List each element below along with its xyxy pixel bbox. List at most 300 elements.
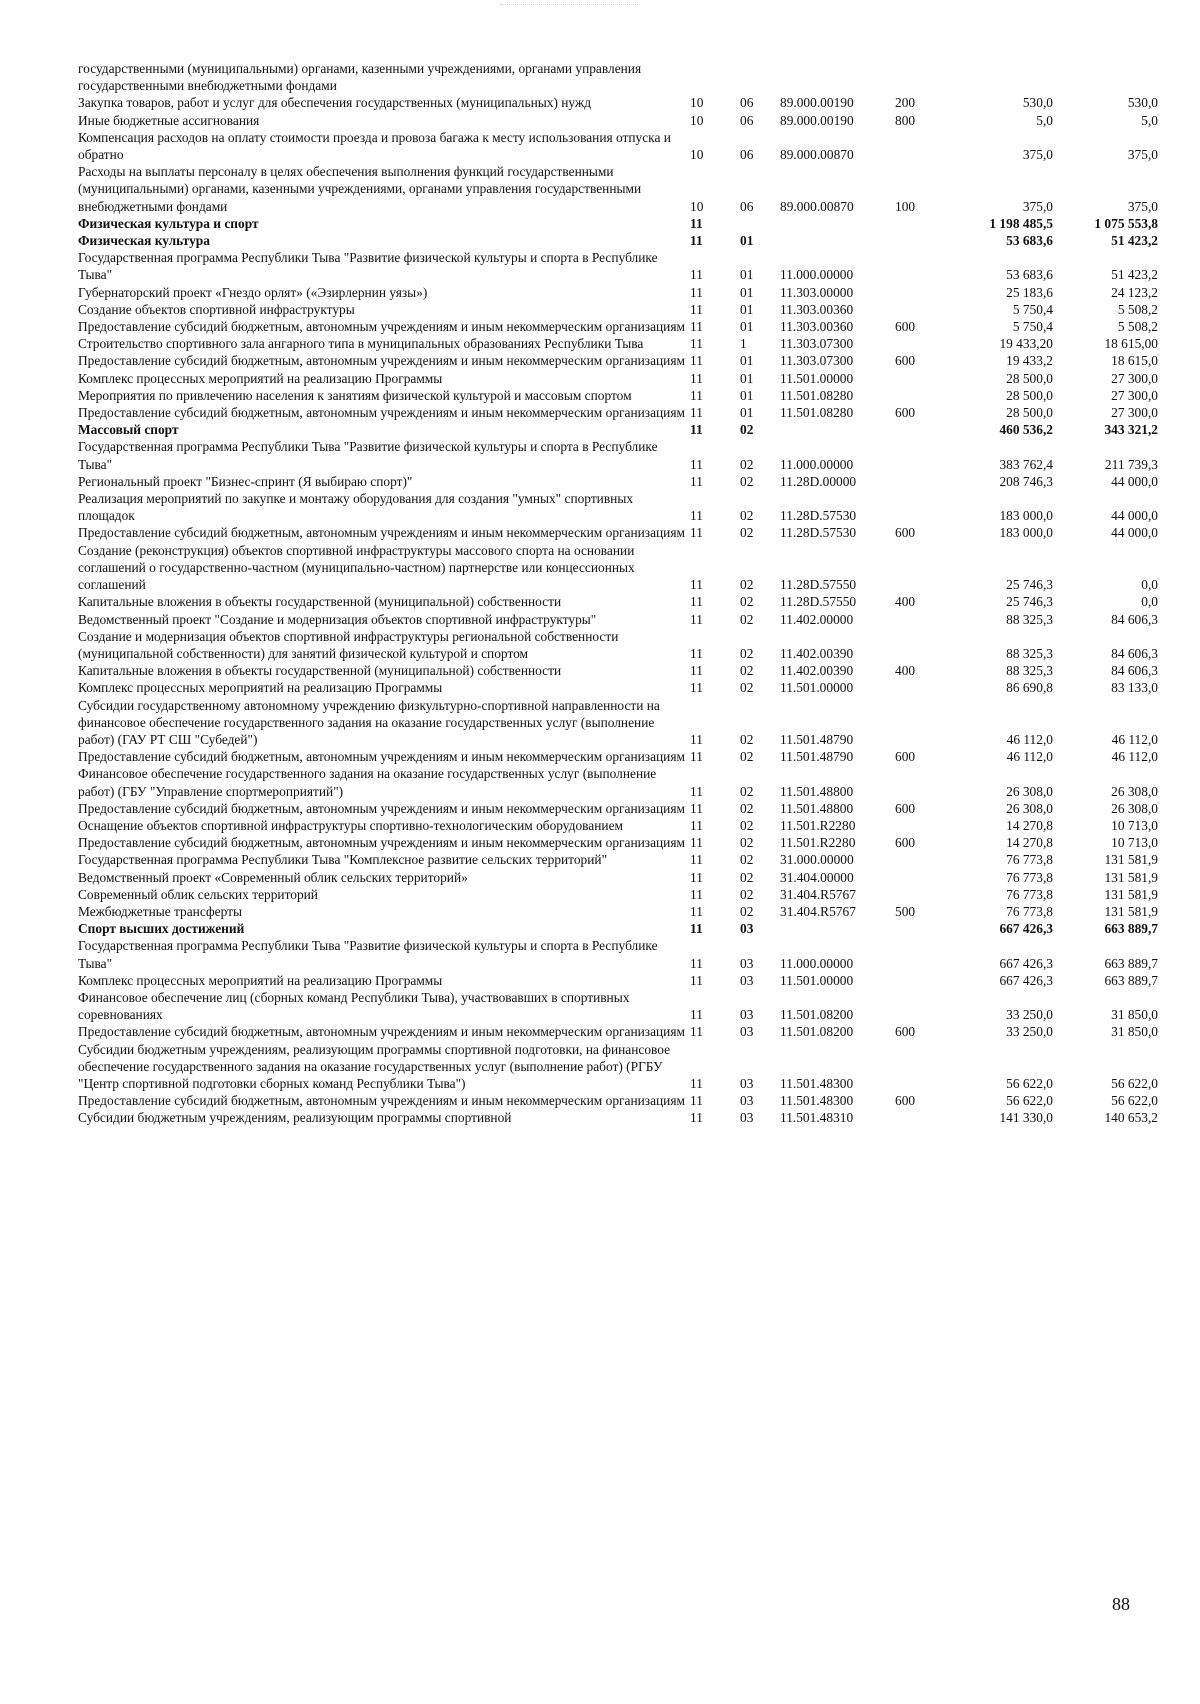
expense-type-cell: [895, 370, 953, 387]
section-code-cell: 10: [690, 112, 704, 128]
amount-year1-cell: 183 000,0: [999, 525, 1053, 541]
table-row: [78, 765, 1158, 799]
row-name-cell: Современный облик сельских территорий: [78, 886, 318, 902]
subsection-code-cell: 02: [740, 800, 754, 816]
amount-year2-cell: 1 075 553,8: [1094, 215, 1158, 231]
row-name-cell: Создание и модернизация объектов спортивной инфраструктуры региональной собственности (муниципальной собственности) для занятий физической культурой и спортом: [78, 628, 619, 661]
table-row: [78, 524, 1158, 541]
amount-year2-cell: 44 000,0: [1111, 525, 1158, 541]
subsection-code-cell: 03: [740, 1110, 754, 1126]
expense-type-cell: [895, 1041, 953, 1093]
amount-year1-cell: 667 426,3: [999, 972, 1053, 988]
amount-year1-cell: 375,0: [1022, 198, 1053, 214]
expense-type-cell: [895, 851, 953, 868]
expense-type-cell: [895, 215, 953, 232]
section-code-cell: 11: [690, 731, 703, 747]
row-name-cell: Предоставление субсидий бюджетным, автономным учреждениям и иным некоммерческим организациям: [78, 353, 685, 369]
row-name-cell: Государственная программа Республики Тыва "Развитие физической культуры и спорта в Республике Тыва": [78, 938, 658, 971]
row-name-cell: Создание объектов спортивной инфраструктуры: [78, 301, 355, 317]
subsection-code-cell: 02: [740, 835, 754, 851]
table-row: [78, 112, 1158, 129]
expense-type-cell: 600: [895, 353, 916, 369]
table-row: [78, 387, 1158, 404]
table-row: [78, 972, 1158, 989]
target-article-cell: 31.404.00000: [780, 869, 854, 885]
row-name-cell: Предоставление субсидий бюджетным, автономным учреждениям и иным некоммерческим организациям: [78, 749, 685, 765]
section-code-cell: 11: [690, 508, 703, 524]
expense-type-cell: [895, 387, 953, 404]
table-row: [78, 920, 1158, 937]
row-name-cell: Иные бюджетные ассигнования: [78, 112, 260, 128]
target-article-cell: 11.28D.57530: [780, 508, 857, 524]
expense-type-cell: [895, 284, 953, 301]
target-article-cell: 11.501.R2280: [780, 835, 856, 851]
section-code-cell: 11: [690, 835, 703, 851]
amount-year1-cell: 5,0: [1036, 112, 1053, 128]
target-article-cell: 11.501.48800: [780, 800, 854, 816]
subsection-code-cell: 06: [740, 198, 754, 214]
expense-type-cell: [895, 60, 953, 94]
table-row: [78, 1092, 1158, 1109]
table-row: [78, 937, 1158, 971]
expense-type-cell: [895, 490, 953, 524]
row-name-cell: Субсидии государственному автономному учреждению физкультурно-спортивной направленности на финансовое обеспечение государственного задания на оказание государственных услуг (выполнение работ) (ГАУ РТ СШ "Субедей"): [78, 697, 660, 747]
expense-type-cell: [895, 335, 953, 352]
amount-year2-cell: 56 622,0: [1111, 1075, 1158, 1091]
amount-year2-cell: 5 508,2: [1117, 319, 1158, 335]
table-row: [78, 834, 1158, 851]
target-article-cell: 11.402.00390: [780, 663, 854, 679]
table-row: [78, 404, 1158, 421]
subsection-code-cell: 03: [740, 1093, 754, 1109]
amount-year2-cell: 83 133,0: [1111, 680, 1158, 696]
amount-year1-cell: 88 325,3: [1006, 645, 1053, 661]
table-row: [78, 886, 1158, 903]
amount-year2-cell: 56 622,0: [1111, 1093, 1158, 1109]
row-name-cell: Ведомственный проект «Современный облик сельских территорий»: [78, 869, 468, 885]
subsection-code-cell: 02: [740, 456, 754, 472]
target-article-cell: 11.303.00360: [780, 319, 854, 335]
section-code-cell: 11: [690, 422, 703, 438]
expense-type-cell: [895, 989, 953, 1023]
table-row: [78, 94, 1158, 111]
subsection-code-cell: 02: [740, 577, 754, 593]
expense-type-cell: [895, 438, 953, 472]
amount-year1-cell: 1 198 485,5: [989, 215, 1053, 231]
expense-type-cell: [895, 542, 953, 594]
target-article-cell: 11.303.00000: [780, 284, 854, 300]
section-code-cell: 11: [690, 473, 703, 489]
subsection-code-cell: 01: [740, 405, 754, 421]
row-name-cell: Губернаторский проект «Гнездо орлят» («Эзирлернин уязы»): [78, 284, 428, 300]
subsection-code-cell: 01: [740, 370, 754, 386]
amount-year1-cell: 383 762,4: [999, 456, 1053, 472]
amount-year1-cell: 88 325,3: [1006, 611, 1053, 627]
amount-year1-cell: 28 500,0: [1006, 387, 1053, 403]
target-article-cell: 11.501.08280: [780, 387, 854, 403]
table-row: [78, 438, 1158, 472]
target-article-cell: 11.402.00390: [780, 645, 854, 661]
amount-year2-cell: 0,0: [1141, 594, 1158, 610]
subsection-code-cell: 02: [740, 680, 754, 696]
row-name-cell: Комплекс процессных мероприятий на реализацию Программы: [78, 680, 443, 696]
expense-type-cell: 600: [895, 800, 916, 816]
table-row: [78, 301, 1158, 318]
section-code-cell: 11: [690, 955, 703, 971]
target-article-cell: 11.000.00000: [780, 267, 854, 283]
expense-type-cell: [895, 628, 953, 662]
expense-type-cell: 600: [895, 835, 916, 851]
row-name-cell: государственными (муниципальными) органами, казенными учреждениями, органами управления государственными внебюджетными фондами: [78, 61, 642, 94]
subsection-code-cell: 02: [740, 473, 754, 489]
section-code-cell: 10: [690, 147, 704, 163]
table-row: [78, 903, 1158, 920]
section-code-cell: 11: [690, 886, 703, 902]
amount-year2-cell: 44 000,0: [1111, 508, 1158, 524]
section-code-cell: 11: [690, 783, 703, 799]
amount-year2-cell: 31 850,0: [1111, 1024, 1158, 1040]
subsection-code-cell: 03: [740, 955, 754, 971]
section-code-cell: 11: [690, 869, 703, 885]
amount-year1-cell: 26 308,0: [1006, 783, 1053, 799]
table-row: [78, 679, 1158, 696]
target-article-cell: [780, 421, 895, 438]
subsection-code-cell: 02: [740, 852, 754, 868]
table-row: [78, 611, 1158, 628]
row-name-cell: Спорт высших достижений: [78, 921, 245, 937]
row-name-cell: Субсидии бюджетным учреждениям, реализующим программы спортивной подготовки, на финансовое обеспечение государственного задания на оказание государственных услуг (выполнение работ) (РГБУ "Центр спортивной подготовки сборных команд Республики Тыва"): [78, 1041, 671, 1091]
table-row: [78, 628, 1158, 662]
section-code-cell: 11: [690, 319, 703, 335]
target-article-cell: 11.000.00000: [780, 456, 854, 472]
amount-year1-cell: 56 622,0: [1006, 1075, 1053, 1091]
amount-year1-cell: 53 683,6: [1006, 233, 1053, 249]
row-name-cell: Строительство спортивного зала ангарного типа в муниципальных образованиях Республики Тыва: [78, 336, 644, 352]
amount-year2-cell: 663 889,7: [1104, 921, 1158, 937]
subsection-code-cell: 02: [740, 817, 754, 833]
subsection-code-cell: 02: [740, 611, 754, 627]
table-row: [78, 421, 1158, 438]
target-article-cell: 11.501.48300: [780, 1075, 854, 1091]
amount-year1-cell: 183 000,0: [999, 508, 1053, 524]
amount-year1-cell: 33 250,0: [1006, 1024, 1053, 1040]
subsection-code-cell: 02: [740, 869, 754, 885]
amount-year2-cell: 84 606,3: [1111, 645, 1158, 661]
table-row: [78, 800, 1158, 817]
target-article-cell: 11.501.08200: [780, 1007, 854, 1023]
amount-year2-cell: 211 739,3: [1104, 456, 1158, 472]
row-name-cell: Капитальные вложения в объекты государственной (муниципальной) собственности: [78, 663, 562, 679]
target-article-cell: 31.404.R5767: [780, 886, 856, 902]
amount-year1-cell: 76 773,8: [1006, 886, 1053, 902]
row-name-cell: Государственная программа Республики Тыва "Комплексное развитие сельских территорий": [78, 852, 608, 868]
budget-table: [78, 60, 1158, 1127]
target-article-cell: 11.501.48300: [780, 1093, 854, 1109]
table-row: [78, 335, 1158, 352]
section-code-cell: 11: [690, 233, 703, 249]
table-row: [78, 249, 1158, 283]
subsection-code-cell: 01: [740, 267, 754, 283]
subsection-code-cell: 02: [740, 645, 754, 661]
amount-year1-cell: 667 426,3: [999, 921, 1053, 937]
amount-year1-cell: 46 112,0: [1006, 731, 1053, 747]
amount-year2-cell: 375,0: [1127, 198, 1158, 214]
amount-year2-cell: 5,0: [1141, 112, 1158, 128]
amount-year1-cell: 25 183,6: [1006, 284, 1053, 300]
amount-year2-cell: 131 581,9: [1104, 869, 1158, 885]
row-name-cell: Физическая культура: [78, 233, 210, 249]
amount-year2-cell: 10 713,0: [1111, 835, 1158, 851]
subsection-code-cell: 02: [740, 749, 754, 765]
section-code-cell: 11: [690, 1093, 703, 1109]
amount-year2-cell: [1053, 60, 1158, 94]
expense-type-cell: 600: [895, 319, 916, 335]
amount-year2-cell: 530,0: [1127, 95, 1158, 111]
amount-year2-cell: 84 606,3: [1111, 663, 1158, 679]
expense-type-cell: [895, 1109, 953, 1126]
amount-year1-cell: 56 622,0: [1006, 1093, 1053, 1109]
table-row: [78, 318, 1158, 335]
row-name-cell: Государственная программа Республики Тыва "Развитие физической культуры и спорта в Республике Тыва": [78, 439, 658, 472]
amount-year2-cell: 10 713,0: [1111, 817, 1158, 833]
amount-year2-cell: 46 112,0: [1111, 749, 1158, 765]
expense-type-cell: [895, 232, 953, 249]
amount-year1-cell: 53 683,6: [1006, 267, 1053, 283]
row-name-cell: Ведомственный проект "Создание и модернизация объектов спортивной инфраструктуры": [78, 611, 597, 627]
section-code-cell: 11: [690, 301, 703, 317]
amount-year1-cell: 46 112,0: [1006, 749, 1053, 765]
row-name-cell: Капитальные вложения в объекты государственной (муниципальной) собственности: [78, 594, 562, 610]
amount-year1-cell: 19 433,20: [999, 336, 1053, 352]
subsection-code-cell: 1: [740, 336, 747, 352]
subsection-code-cell: 02: [740, 903, 754, 919]
subsection-code-cell: 03: [740, 972, 754, 988]
table-row: [78, 473, 1158, 490]
expense-type-cell: [895, 765, 953, 799]
expense-type-cell: 600: [895, 1024, 916, 1040]
section-code-cell: 11: [690, 577, 703, 593]
amount-year2-cell: 51 423,2: [1111, 267, 1158, 283]
target-article-cell: 11.000.00000: [780, 955, 854, 971]
row-name-cell: Закупка товаров, работ и услуг для обеспечения государственных (муниципальных) нужд: [78, 95, 592, 111]
target-article-cell: 11.501.00000: [780, 972, 854, 988]
subsection-code-cell: 02: [740, 508, 754, 524]
row-name-cell: Межбюджетные трансферты: [78, 903, 242, 919]
amount-year2-cell: 5 508,2: [1117, 301, 1158, 317]
amount-year1-cell: 88 325,3: [1006, 663, 1053, 679]
section-code-cell: 11: [690, 817, 703, 833]
row-name-cell: Реализация мероприятий по закупке и монтажу оборудования для создания "умных" спортивных площадок: [78, 491, 634, 524]
target-article-cell: 11.303.07300: [780, 336, 854, 352]
target-article-cell: 11.501.08280: [780, 405, 854, 421]
expense-type-cell: [895, 869, 953, 886]
section-code-cell: 11: [690, 215, 703, 231]
section-code-cell: 11: [690, 611, 703, 627]
amount-year1-cell: 28 500,0: [1006, 405, 1053, 421]
amount-year2-cell: 27 300,0: [1111, 387, 1158, 403]
amount-year1-cell: 14 270,8: [1006, 817, 1053, 833]
expense-type-cell: [895, 920, 953, 937]
amount-year1-cell: 5 750,4: [1012, 319, 1053, 335]
section-code-cell: 11: [690, 852, 703, 868]
row-name-cell: Предоставление субсидий бюджетным, автономным учреждениям и иным некоммерческим организациям: [78, 800, 685, 816]
amount-year1-cell: 76 773,8: [1006, 869, 1053, 885]
target-article-cell: 11.28D.57530: [780, 525, 857, 541]
subsection-code-cell: 03: [740, 1075, 754, 1091]
subsection-code-cell: 02: [740, 663, 754, 679]
subsection-code-cell: 01: [740, 284, 754, 300]
row-name-cell: Предоставление субсидий бюджетным, автономным учреждениям и иным некоммерческим организациям: [78, 1093, 685, 1109]
section-code-cell: 11: [690, 749, 703, 765]
table-row: [78, 232, 1158, 249]
subsection-code-cell: 02: [740, 422, 754, 438]
section-code-cell: 11: [690, 663, 703, 679]
budget-table-body: [78, 60, 1158, 1127]
table-row: [78, 60, 1158, 94]
section-code-cell: 11: [690, 387, 703, 403]
row-name-cell: Компенсация расходов на оплату стоимости проезда и провоза багажа к месту использования отпуска и обратно: [78, 129, 671, 163]
expense-type-cell: 600: [895, 525, 916, 541]
section-code-cell: 10: [690, 95, 704, 111]
expense-type-cell: 200: [895, 95, 916, 111]
table-row: [78, 490, 1158, 524]
section-code-cell: 11: [690, 1007, 703, 1023]
amount-year1-cell: 141 330,0: [999, 1110, 1053, 1126]
section-code-cell: 11: [690, 336, 703, 352]
expense-type-cell: [895, 473, 953, 490]
expense-type-cell: 100: [895, 198, 916, 214]
row-name-cell: Предоставление субсидий бюджетным, автономным учреждениям и иным некоммерческим организациям: [78, 525, 685, 541]
subsection-code-cell: 01: [740, 233, 754, 249]
target-article-cell: 11.501.48790: [780, 731, 854, 747]
row-name-cell: Финансовое обеспечение государственного задания на оказание государственных услуг (выполнение работ) (ГБУ "Управление спортмероприятий"): [78, 766, 657, 799]
row-name-cell: Государственная программа Республики Тыва "Развитие физической культуры и спорта в Республике Тыва": [78, 250, 658, 283]
subsection-code-cell: [740, 215, 780, 232]
table-row: [78, 215, 1158, 232]
target-article-cell: [780, 60, 895, 94]
table-row: [78, 697, 1158, 749]
expense-type-cell: 600: [895, 1093, 916, 1109]
amount-year1-cell: 25 746,3: [1006, 594, 1053, 610]
amount-year1-cell: 460 536,2: [999, 422, 1053, 438]
target-article-cell: 11.303.07300: [780, 353, 854, 369]
amount-year2-cell: 131 581,9: [1104, 886, 1158, 902]
table-row: [78, 542, 1158, 594]
section-code-cell: 11: [690, 353, 703, 369]
subsection-code-cell: 02: [740, 783, 754, 799]
amount-year2-cell: 31 850,0: [1111, 1007, 1158, 1023]
table-row: [78, 748, 1158, 765]
section-code-cell: 11: [690, 972, 703, 988]
amount-year1-cell: 375,0: [1022, 147, 1053, 163]
amount-year1-cell: 14 270,8: [1006, 835, 1053, 851]
section-code-cell: 11: [690, 370, 703, 386]
table-row: [78, 869, 1158, 886]
target-article-cell: 11.501.48790: [780, 749, 854, 765]
subsection-code-cell: 02: [740, 525, 754, 541]
table-row: [78, 989, 1158, 1023]
row-name-cell: Массовый спорт: [78, 422, 179, 438]
table-row: [78, 163, 1158, 215]
target-article-cell: 11.501.00000: [780, 370, 854, 386]
page-number: 88: [1112, 1594, 1130, 1614]
amount-year2-cell: 0,0: [1141, 577, 1158, 593]
subsection-code-cell: 06: [740, 147, 754, 163]
row-name-cell: Предоставление субсидий бюджетным, автономным учреждениям и иным некоммерческим организациям: [78, 1024, 685, 1040]
expense-type-cell: [895, 421, 953, 438]
row-name-cell: Оснащение объектов спортивной инфраструктуры спортивно-технологическим оборудованием: [78, 817, 623, 833]
section-code-cell: 11: [690, 921, 703, 937]
expense-type-cell: [895, 611, 953, 628]
section-code-cell: 11: [690, 680, 703, 696]
table-row: [78, 352, 1158, 369]
amount-year1-cell: 76 773,8: [1006, 852, 1053, 868]
expense-type-cell: [895, 937, 953, 971]
subsection-code-cell: 01: [740, 353, 754, 369]
table-row: [78, 370, 1158, 387]
amount-year1-cell: 208 746,3: [999, 473, 1053, 489]
subsection-code-cell: 01: [740, 319, 754, 335]
section-code-cell: 11: [690, 267, 703, 283]
target-article-cell: 11.501.08200: [780, 1024, 854, 1040]
target-article-cell: 89.000.00190: [780, 112, 854, 128]
subsection-code-cell: 06: [740, 112, 754, 128]
target-article-cell: 11.28D.57550: [780, 577, 857, 593]
section-code-cell: 11: [690, 1075, 703, 1091]
amount-year1-cell: 19 433,2: [1006, 353, 1053, 369]
amount-year1-cell: 667 426,3: [999, 955, 1053, 971]
section-code-cell: 11: [690, 800, 703, 816]
subsection-code-cell: 02: [740, 594, 754, 610]
target-article-cell: 11.28D.57550: [780, 594, 857, 610]
section-code-cell: 11: [690, 456, 703, 472]
table-row: [78, 662, 1158, 679]
section-code-cell: 11: [690, 525, 703, 541]
target-article-cell: [780, 232, 895, 249]
amount-year2-cell: 18 615,00: [1104, 336, 1158, 352]
amount-year2-cell: 46 112,0: [1111, 731, 1158, 747]
subsection-code-cell: 02: [740, 731, 754, 747]
expense-type-cell: 500: [895, 903, 916, 919]
target-article-cell: 11.501.00000: [780, 680, 854, 696]
row-name-cell: Физическая культура и спорт: [78, 215, 259, 231]
section-code-cell: [690, 60, 740, 94]
amount-year1-cell: 28 500,0: [1006, 370, 1053, 386]
scan-specks: [500, 4, 640, 9]
table-row: [78, 284, 1158, 301]
amount-year1-cell: 26 308,0: [1006, 800, 1053, 816]
amount-year2-cell: 51 423,2: [1111, 233, 1158, 249]
target-article-cell: 89.000.00870: [780, 147, 854, 163]
section-code-cell: 11: [690, 1024, 703, 1040]
target-article-cell: 11.501.R2280: [780, 817, 856, 833]
amount-year2-cell: 343 321,2: [1104, 422, 1158, 438]
section-code-cell: 11: [690, 284, 703, 300]
expense-type-cell: [895, 817, 953, 834]
expense-type-cell: 600: [895, 749, 916, 765]
row-name-cell: Субсидии бюджетным учреждениям, реализующим программы спортивной: [78, 1110, 512, 1126]
amount-year2-cell: 131 581,9: [1104, 903, 1158, 919]
section-code-cell: 11: [690, 594, 703, 610]
amount-year1-cell: 86 690,8: [1006, 680, 1053, 696]
amount-year2-cell: 27 300,0: [1111, 405, 1158, 421]
row-name-cell: Создание (реконструкция) объектов спортивной инфраструктуры массового спорта на основании соглашений о государственно-частном (муниципально-частном) партнерстве или концессионных соглашений: [78, 542, 635, 593]
table-row: [78, 1041, 1158, 1093]
amount-year2-cell: 44 000,0: [1111, 473, 1158, 489]
expense-type-cell: [895, 886, 953, 903]
amount-year2-cell: 26 308,0: [1111, 800, 1158, 816]
expense-type-cell: 400: [895, 594, 916, 610]
